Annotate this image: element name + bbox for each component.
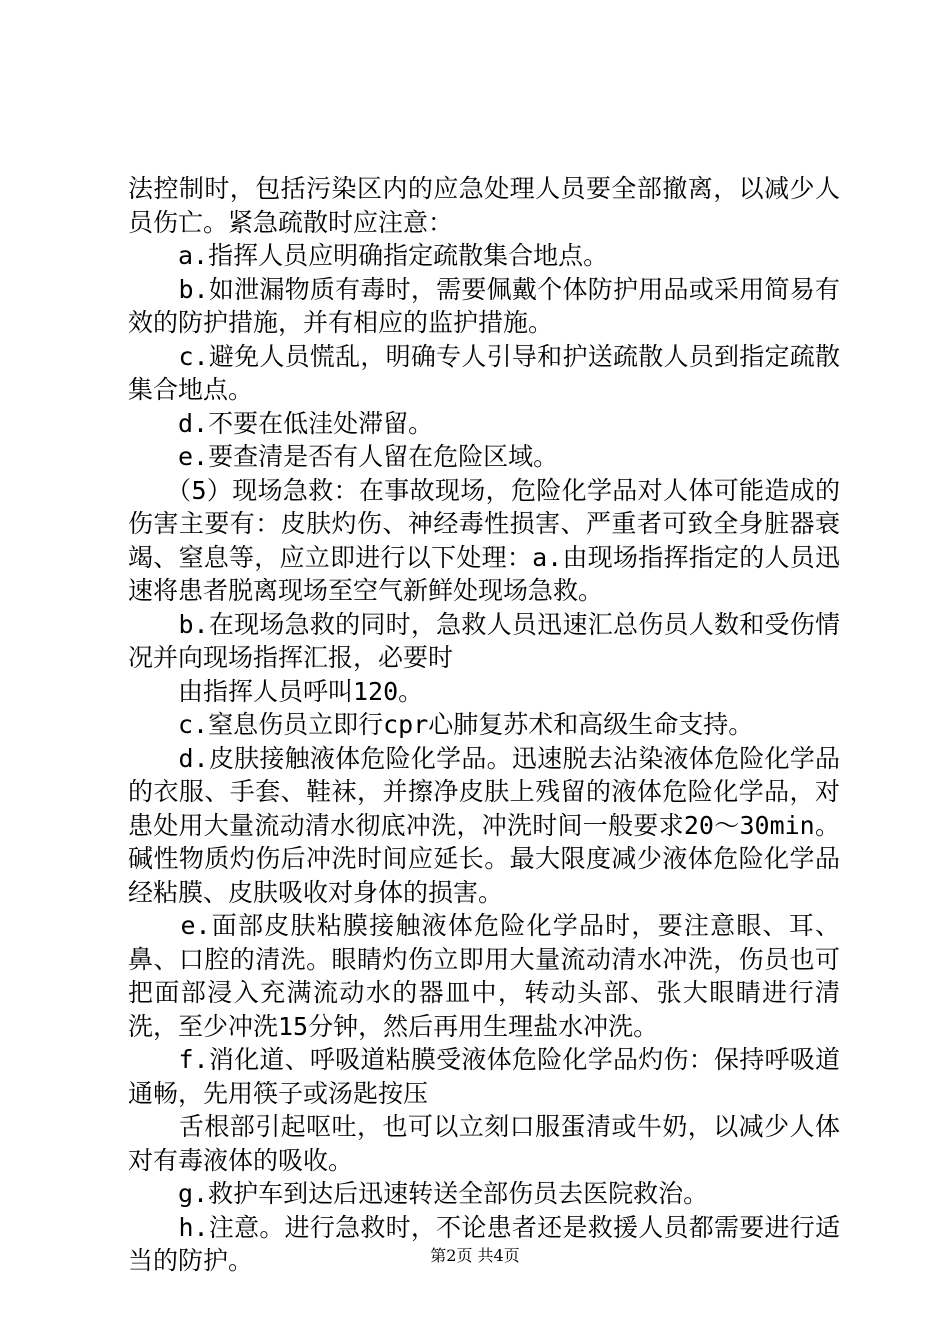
document-body — [128, 172, 840, 1278]
paragraph: 舌根部引起呕吐，也可以立刻口服蛋清或牛奶，以减少人体对有毒液体的吸收。 — [128, 1112, 840, 1175]
paragraph: e.要查清是否有人留在危险区域。 — [128, 442, 559, 471]
paragraph: e.面部皮肤粘膜接触液体危险化学品时，要注意眼、耳、鼻、口腔的清洗。眼睛灼伤立即用大量流动清水冲洗，伤员也可把面部浸入充满流动水的器皿中，转动头部、张大眼睛进行清洗，至少冲洗15分钟，然后再用生理盐水冲洗。 — [128, 911, 840, 1041]
paragraph: f.消化道、呼吸道粘膜受液体危险化学品灼伤：保持呼吸道通畅，先用筷子或汤匙按压 — [128, 1045, 840, 1108]
paragraph: 法控制时，包括污染区内的应急处理人员要全部撤离，以减少人员伤亡。紧急疏散时应注意： — [128, 174, 840, 237]
page-number-label: 第2页 共4页 — [430, 1246, 520, 1265]
paragraph: b.如泄漏物质有毒时，需要佩戴个体防护用品或采用简易有效的防护措施，并有相应的监护措施。 — [128, 274, 840, 337]
paragraph: b.在现场急救的同时，急救人员迅速汇总伤员人数和受伤情况并向现场指挥汇报，必要时 — [128, 609, 840, 672]
paragraph: c.窒息伤员立即行cpr心肺复苏术和高级生命支持。 — [128, 710, 754, 739]
paragraph: h.注意。进行急救时，不论患者还是救援人员都需要进行适当的防护。 — [128, 1212, 840, 1275]
paragraph: 由指挥人员呼叫120。 — [128, 676, 424, 706]
paragraph: g.救护车到达后迅速转送全部伤员去医院救治。 — [128, 1179, 709, 1208]
paragraph: d.不要在低洼处滞留。 — [128, 408, 434, 438]
paragraph: c.避免人员慌乱，明确专人引导和护送疏散人员到指定疏散集合地点。 — [128, 341, 840, 404]
page-footer — [0, 1243, 950, 1266]
paragraph: a.指挥人员应明确指定疏散集合地点。 — [128, 241, 609, 270]
paragraph: （5）现场急救：在事故现场，危险化学品对人体可能造成的伤害主要有：皮肤灼伤、神经毒性损害、严重者可致全身脏器衰竭、窒息等，应立即进行以下处理：a.由现场指挥指定的人员迅速将患者脱离现场至空气新鲜处现场急救。 — [128, 475, 840, 605]
paragraph: d.皮肤接触液体危险化学品。迅速脱去沾染液体危险化学品的衣服、手套、鞋袜，并擦净皮肤上残留的液体危险化学品，对患处用大量流动清水彻底冲洗，冲洗时间一般要求20～30min。碱性物质灼伤后冲洗时间应延长。最大限度减少液体危险化学品经粘膜、皮肤吸收对身体的损害。 — [128, 743, 840, 907]
